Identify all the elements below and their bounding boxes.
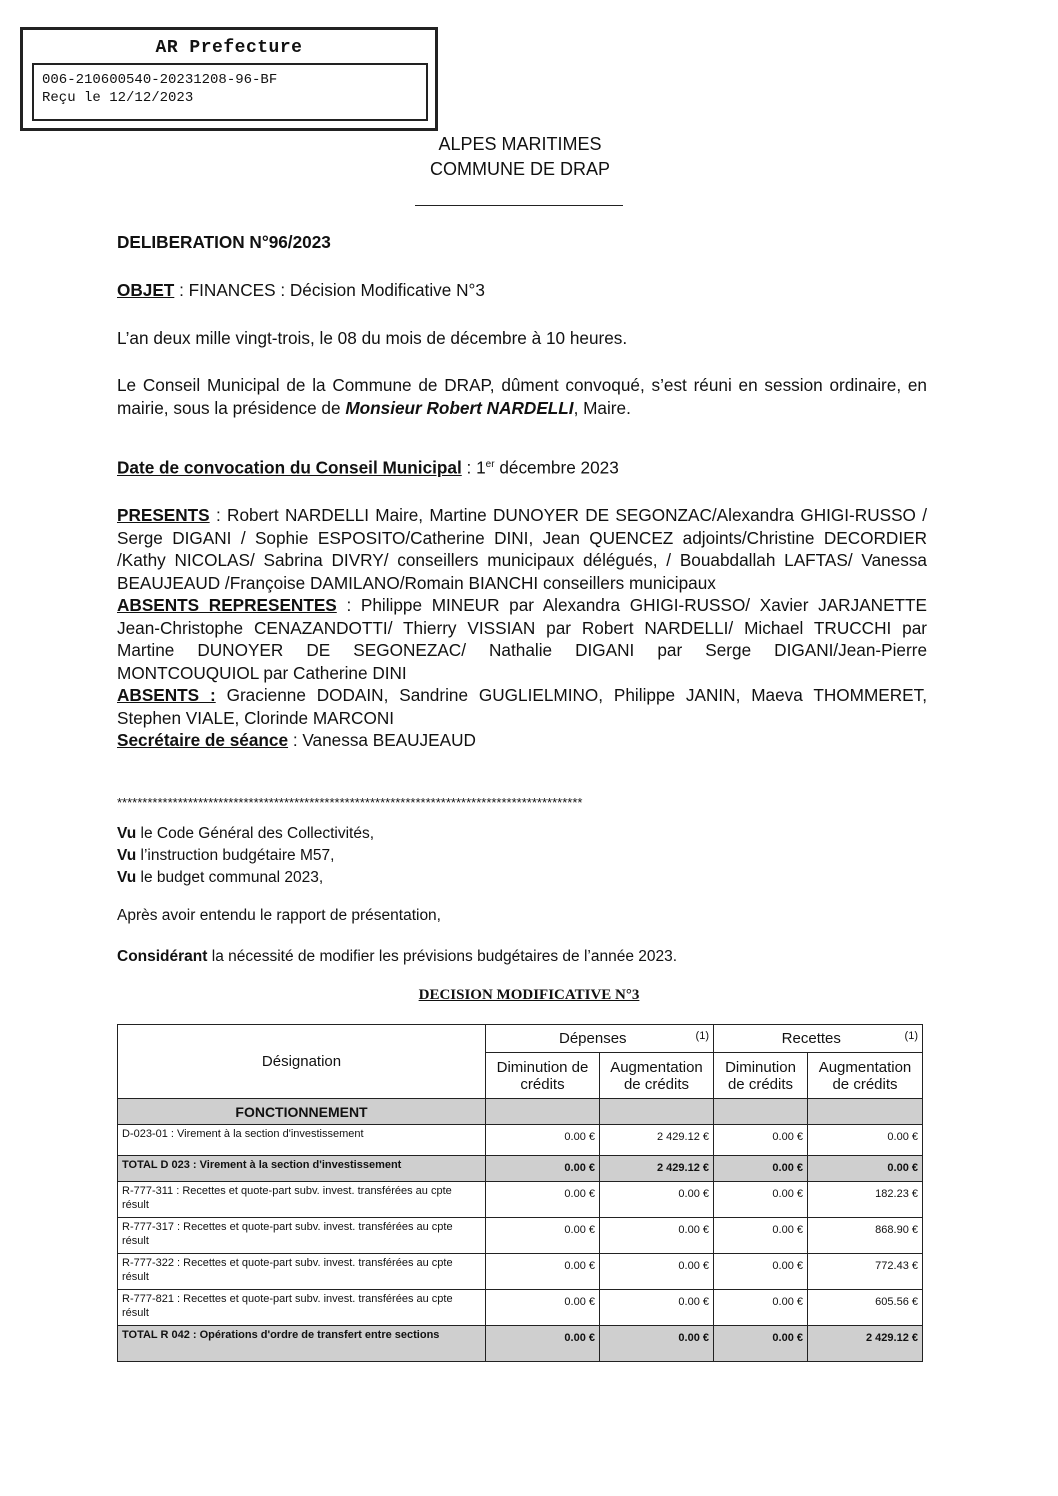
object-line: OBJET : FINANCES : Décision Modificative N°3: [117, 280, 485, 300]
rec-augmentation-header: Augmentation de crédits: [808, 1053, 923, 1099]
separator-stars: ********************************************************************************************: [117, 795, 583, 810]
attendance-block: [117, 504, 927, 752]
prefecture-stamp: [20, 27, 438, 131]
table-row: TOTAL D 023 : Virement à la section d'investissement 0.00 € 2 429.12 € 0.00 € 0.00 €: [118, 1156, 923, 1182]
decision-table-title: DECISION MODIFICATIVE N°3: [418, 987, 640, 1003]
absents-paragraph: ABSENTS : Gracienne DODAIN, Sandrine GUGLIELMINO, Philippe JANIN, Maeva THOMMERET, Stephen VIALE, Clorinde MARCONI: [117, 685, 927, 728]
table-row: R-777-311 : Recettes et quote-part subv. invest. transférées au cpte résult 0.00 € 0.00 € 0.00 € 182.23 €: [118, 1182, 923, 1218]
dep-augmentation-header: Augmentation de crédits: [600, 1053, 714, 1099]
dep-diminution-header: Diminution de crédits: [486, 1053, 600, 1099]
stamp-title: AR Prefecture: [155, 38, 303, 58]
object-label: OBJET: [117, 280, 175, 300]
stamp-received-date: Reçu le 12/12/2023: [42, 90, 194, 106]
vu-line-1: Vu le Code Général des Collectivités,: [117, 825, 375, 842]
presents-paragraph: PRESENTS : Robert NARDELLI Maire, Martine DUNOYER DE SEGONZAC/Alexandra GHIGI-RUSSO / Serge DIGANI / Sophie ESPOSITO/Catherine DINI, Jean QUENCEZ adjoints/Christine DECORDIER /Kathy NICOLAS/ Sabrina DIVRY/ conseillers municipaux délégués, / Bouabdallah LAFTAS/ Vanessa BEAUJEAUD /Françoise DAMILANO/Romain BIANCHI conseillers municipaux: [117, 505, 927, 593]
convocation-line: Date de convocation du Conseil Municipal : 1er décembre 2023: [117, 457, 619, 478]
vu-line-2: Vu l’instruction budgétaire M57,: [117, 847, 335, 864]
recettes-header: Recettes (1): [714, 1025, 923, 1053]
council-paragraph: Le Conseil Municipal de la Commune de DRAP, dûment convoqué, s’est réuni en session ordinaire, en mairie, sous la présidence de Monsieur Robert NARDELLI, Maire.: [117, 375, 927, 418]
table-row: R-777-821 : Recettes et quote-part subv. invest. transférées au cpte résult 0.00 € 0.00 € 0.00 € 605.56 €: [118, 1290, 923, 1326]
after-report-line: Après avoir entendu le rapport de présentation,: [117, 907, 441, 924]
section-fonctionnement: FONCTIONNEMENT: [118, 1099, 486, 1125]
rec-diminution-header: Diminution de crédits: [714, 1053, 808, 1099]
date-line: L’an deux mille vingt-trois, le 08 du mois de décembre à 10 heures.: [117, 328, 628, 348]
table-row: TOTAL R 042 : Opérations d'ordre de transfert entre sections 0.00 € 0.00 € 0.00 € 2 429.12 €: [118, 1326, 923, 1362]
vu-line-3: Vu le budget communal 2023,: [117, 869, 324, 886]
deliberation-number: DELIBERATION N°96/2023: [117, 232, 331, 252]
table-row: D-023-01 : Virement à la section d'investissement 0.00 € 2 429.12 € 0.00 € 0.00 €: [118, 1125, 923, 1156]
department-heading: ALPES MARITIMES: [438, 134, 602, 154]
stamp-details: [32, 63, 428, 121]
header-rule: [415, 205, 623, 206]
secretary-paragraph: Secrétaire de séance : Vanessa BEAUJEAUD: [117, 730, 476, 750]
commune-heading: COMMUNE DE DRAP: [429, 159, 610, 179]
designation-header: Désignation: [118, 1025, 486, 1099]
table-row: R-777-322 : Recettes et quote-part subv. invest. transférées au cpte résult 0.00 € 0.00 € 0.00 € 772.43 €: [118, 1254, 923, 1290]
stamp-reference: 006-210600540-20231208-96-BF: [42, 72, 278, 88]
depenses-header: Dépenses (1): [486, 1025, 714, 1053]
table-row: R-777-317 : Recettes et quote-part subv. invest. transférées au cpte résult 0.00 € 0.00 € 0.00 € 868.90 €: [118, 1218, 923, 1254]
represented-paragraph: ABSENTS REPRESENTES : Philippe MINEUR par Alexandra GHIGI-RUSSO/ Xavier JARJANETTE Jean-Christophe CENAZANDOTTI/ Thierry VISSIAN par Robert NARDELLI/ Michael TRUCCHI par Martine DUNOYER DE SEGONEZAC/ Nathalie DIGANI par Serge DIGANI/Jean-Pierre MONTCOUQUIOL par Catherine DINI: [117, 595, 927, 683]
decision-table: [117, 1024, 923, 1362]
vu-block: [117, 823, 927, 889]
considering-line: Considérant la nécessité de modifier les prévisions budgétaires de l’année 2023.: [117, 948, 678, 965]
council-president: Monsieur Robert NARDELLI: [345, 397, 574, 418]
